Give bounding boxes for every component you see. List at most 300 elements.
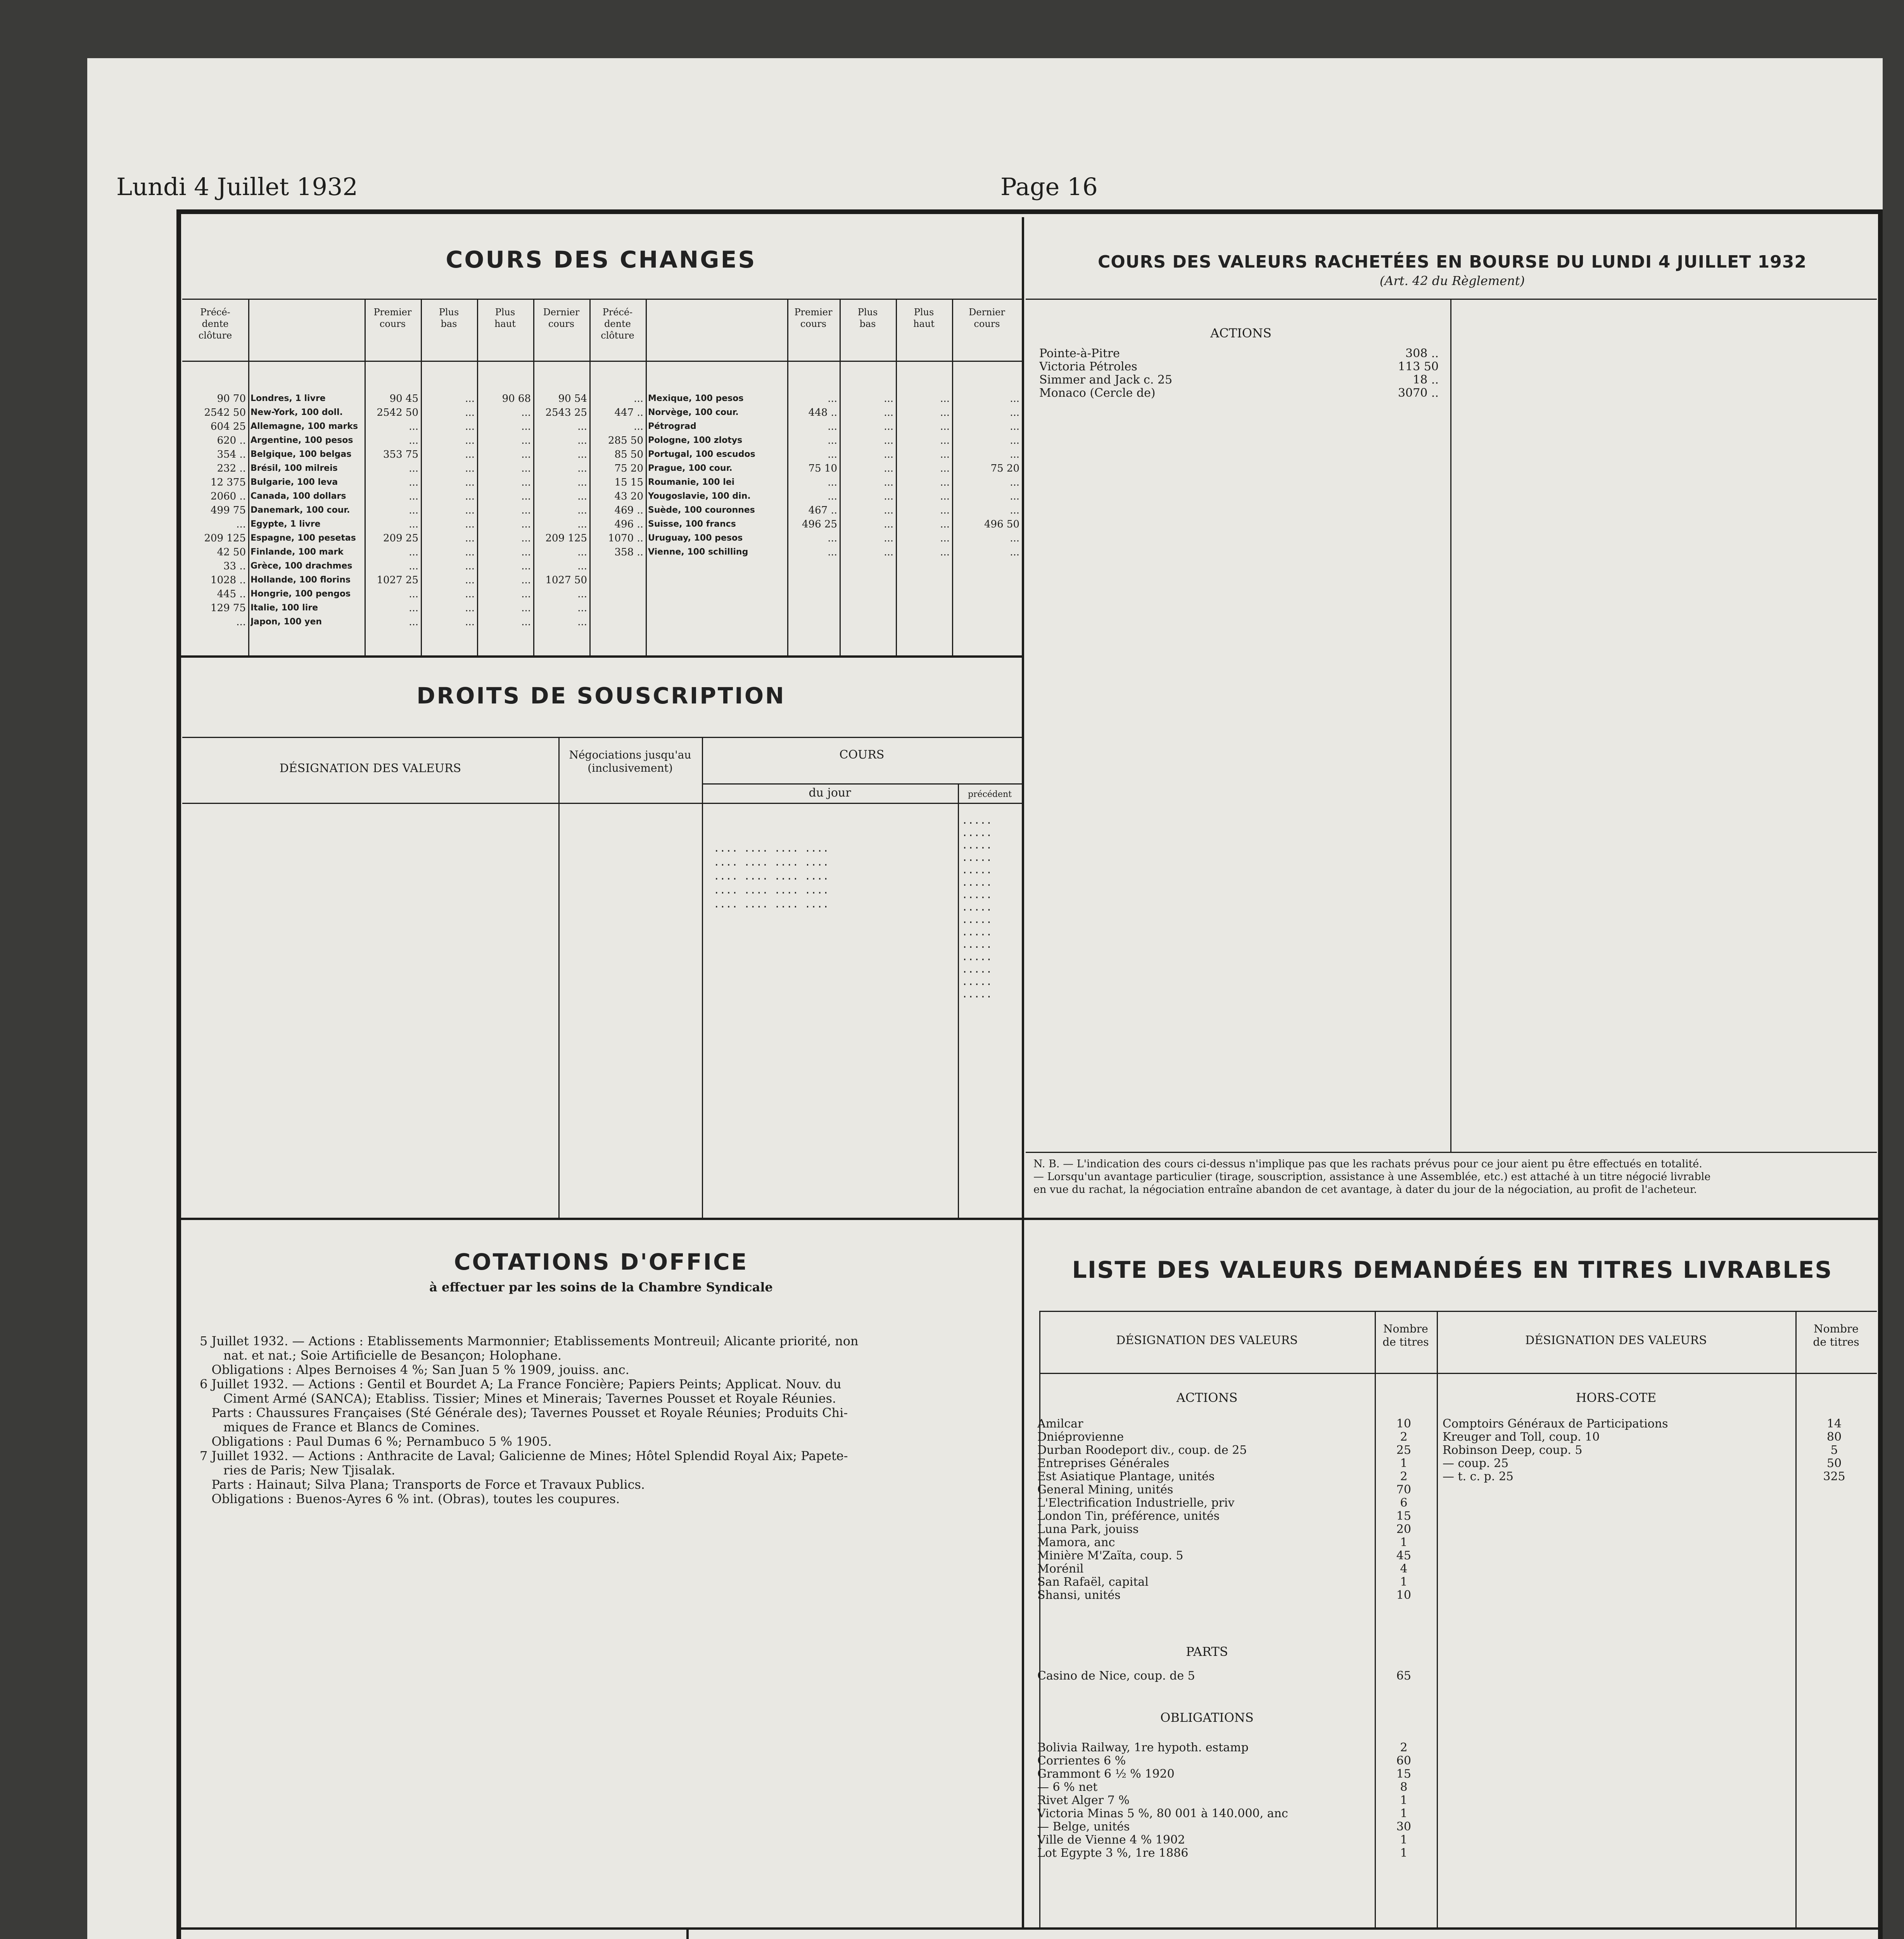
changes-first-price: 90 45: [389, 393, 418, 404]
changes-high-price: ...: [940, 505, 950, 516]
changes-last-price: ...: [577, 588, 587, 600]
cotations-text: 5 Juillet 1932. — Actions : Etablissements Marmonnier; Etablissements Montreuil; Alicante priorité, non nat. et nat.; Soie Artificielle de Besançon; Holophane. Obligations : Alpes Bernoises 4 %; San Juan 5 % 1909, jouiss. anc. 6 Juillet 1932. — Actions : Gentil et Bourdet A; La France Foncière; Papiers Peints; Applicat. Nouv. du Ciment Armé (SANCA); Etabliss. Tissier; Mines et Minerais; Tavernes Pousset et Royale Réunies. Parts : Chaussures Françaises (Sté Générale des); Tavernes Pousset et Royale Réunies; Produits Chi- miques de France et Blancs de Comines. Obligations : Paul Dumas 6 %; Pernambuco 5 % 1905. 7 Juillet 1932. — Actions : Anthracite de Laval; Galicienne de Mines; Hôtel Splendid Royal Aix; Papete- ries de Paris; New Tjisalak. Parts : Hainaut; Silva Plana; Transports de Force et Travaux Publics. Obligations : Buenos-Ayres 6 % int. (Obras), toutes les coupures.: [200, 1334, 859, 1506]
changes-column-rule: [896, 299, 897, 655]
changes-last-price: ...: [1010, 532, 1019, 544]
livrables-oblig-row-n: 2: [1400, 1741, 1408, 1754]
column-divider-bottom: [686, 1927, 689, 1939]
changes-last-price: ...: [577, 435, 587, 446]
livrables-action-row: [1037, 1470, 1433, 1483]
souscription-col-nego: Négociations jusqu'au (inclusivement): [569, 748, 691, 774]
livrables-action-row-n: 1: [1400, 1457, 1408, 1470]
rule-middle-section-bottom: [181, 1927, 1878, 1930]
livrables-actions-list: [1037, 1417, 1433, 1602]
livrables-action-row-n: 4: [1400, 1562, 1408, 1576]
livrables-oblig-row: [1037, 1807, 1433, 1820]
livrables-horscote-row: [1443, 1431, 1875, 1444]
livrables-horscote-row: [1443, 1457, 1875, 1470]
changes-prev-close: ...: [634, 393, 643, 404]
livrables-action-row: [1037, 1576, 1433, 1589]
changes-prev-close: 1028 ..: [211, 574, 246, 586]
changes-header-left: Précé- dente clôture: [198, 307, 232, 341]
livrables-col-designation-right: DÉSIGNATION DES VALEURS: [1525, 1334, 1707, 1347]
rachetees-item: [1039, 360, 1446, 373]
changes-prev-close: 232 ..: [217, 463, 246, 474]
changes-column-rule: [477, 299, 478, 655]
rachetees-item: [1039, 387, 1446, 400]
changes-column-rule: [646, 299, 647, 655]
livrables-action-row-name: Luna Park, jouiss: [1037, 1523, 1139, 1536]
changes-last-price: ...: [1010, 491, 1019, 502]
changes-currency-name: Pologne, 100 zlotys: [648, 435, 743, 445]
changes-column-rule: [248, 299, 249, 655]
changes-prev-close: 2542 50: [204, 407, 246, 418]
changes-currency-name: Yougoslavie, 100 din.: [648, 491, 751, 501]
changes-first-price: ...: [828, 393, 837, 404]
changes-low-price: ...: [884, 477, 893, 488]
livrables-oblig-row-n: 15: [1396, 1768, 1412, 1781]
changes-low-price: ...: [465, 574, 475, 586]
livrables-oblig-list: [1037, 1741, 1433, 1860]
souscription-col-cours: COURS: [839, 748, 885, 762]
changes-header-right: Précé- dente clôture: [601, 307, 634, 341]
livrables-col-nombre-right: Nombre de titres: [1813, 1322, 1859, 1348]
changes-low-price: ...: [884, 463, 893, 474]
changes-first-price: ...: [409, 546, 418, 558]
changes-low-price: ...: [884, 491, 893, 502]
livrables-action-row-name: London Tin, préférence, unités: [1037, 1510, 1220, 1523]
changes-high-price: ...: [940, 407, 950, 418]
changes-last-price: 209 125: [545, 532, 587, 544]
livrables-oblig-row: [1037, 1781, 1433, 1794]
changes-low-price: ...: [465, 532, 475, 544]
changes-first-price: 1027 25: [377, 574, 418, 586]
livrables-action-row-name: Est Asiatique Plantage, unités: [1037, 1470, 1215, 1483]
changes-currency-name: Brésil, 100 milreis: [251, 463, 338, 473]
changes-prev-close: 447 ..: [614, 407, 643, 418]
rule-changes-bottom: [181, 655, 1023, 658]
changes-low-price: ...: [465, 421, 475, 432]
changes-first-price: ...: [409, 435, 418, 446]
changes-currency-name: Uruguay, 100 pesos: [648, 533, 743, 543]
changes-currency-name: Japon, 100 yen: [251, 617, 322, 627]
changes-header-left: Premier cours: [373, 307, 412, 329]
livrables-action-row-n: 1: [1400, 1536, 1408, 1549]
changes-prev-close: 285 50: [608, 435, 643, 446]
livrables-oblig-row-n: 30: [1396, 1820, 1412, 1834]
changes-currency-name: Argentine, 100 pesos: [251, 435, 353, 445]
changes-low-price: ...: [465, 560, 475, 572]
changes-prev-close: ...: [236, 518, 246, 530]
livrables-oblig-row-name: Lot Egypte 3 %, 1re 1886: [1037, 1847, 1189, 1860]
changes-column-rule: [421, 299, 422, 655]
livrables-oblig-row: [1037, 1768, 1433, 1781]
changes-header-right: Premier cours: [794, 307, 833, 329]
changes-currency-name: Hongrie, 100 pengos: [251, 589, 351, 599]
livrables-actions-title: ACTIONS: [1176, 1390, 1238, 1405]
changes-high-price: ...: [521, 491, 531, 502]
changes-last-price: ...: [577, 491, 587, 502]
changes-last-price: ...: [1010, 393, 1019, 404]
changes-last-price: ...: [577, 616, 587, 628]
changes-first-price: ...: [409, 477, 418, 488]
livrables-action-row-n: 25: [1396, 1444, 1412, 1457]
rachetees-list: [1039, 347, 1446, 400]
rule-top-section-bottom: [181, 1218, 1878, 1220]
changes-high-price: ...: [521, 532, 531, 544]
livrables-action-row-n: 2: [1400, 1470, 1408, 1483]
livrables-horscote-row: [1443, 1417, 1875, 1431]
changes-high-price: ...: [940, 491, 950, 502]
livrables-col-nombre-left: Nombre de titres: [1382, 1322, 1429, 1348]
rachetees-item: [1039, 347, 1446, 360]
changes-low-price: ...: [465, 505, 475, 516]
livrables-oblig-row: [1037, 1847, 1433, 1860]
changes-prev-close: 33 ..: [223, 560, 246, 572]
changes-low-price: ...: [465, 518, 475, 530]
livrables-action-row-n: 15: [1396, 1510, 1412, 1523]
changes-currency-name: Suède, 100 couronnes: [648, 505, 755, 515]
changes-prev-close: 499 75: [211, 505, 246, 516]
livrables-horscote-row-name: — t. c. p. 25: [1443, 1470, 1514, 1483]
changes-high-price: ...: [940, 518, 950, 530]
changes-last-price: 90 54: [558, 393, 587, 404]
changes-currency-name: Allemagne, 100 marks: [251, 422, 358, 431]
changes-first-price: ...: [409, 421, 418, 432]
changes-first-price: ...: [828, 477, 837, 488]
livrables-action-row-n: 2: [1400, 1431, 1408, 1444]
livrables-oblig-title: OBLIGATIONS: [1160, 1710, 1254, 1725]
cotations-subtitle: à effectuer par les soins de la Chambre Syndicale: [429, 1280, 773, 1294]
changes-last-price: ...: [1010, 477, 1019, 488]
changes-high-price: ...: [940, 393, 950, 404]
changes-high-price: ...: [940, 463, 950, 474]
changes-currency-name: Belgique, 100 belgas: [251, 449, 352, 459]
livrables-title: LISTE DES VALEURS DEMANDÉES EN TITRES LIVRABLES: [1072, 1256, 1833, 1284]
changes-column-rule: [787, 299, 788, 655]
changes-column-rule: [840, 299, 841, 655]
changes-first-price: ...: [828, 491, 837, 502]
changes-currency-name: Bulgarie, 100 leva: [251, 477, 338, 487]
livrables-oblig-row: [1037, 1794, 1433, 1807]
changes-prev-close: 90 70: [217, 393, 246, 404]
changes-prev-close: 496 ..: [614, 518, 643, 530]
changes-low-price: ...: [465, 463, 475, 474]
livrables-horscote-row-n: 80: [1826, 1431, 1842, 1444]
livrables-part-row: [1037, 1669, 1433, 1683]
changes-first-price: ...: [409, 560, 418, 572]
changes-header-left: Plus bas: [439, 307, 459, 329]
livrables-oblig-row-name: — Belge, unités: [1037, 1820, 1130, 1834]
changes-currency-name: Prague, 100 cour.: [648, 463, 733, 473]
changes-high-price: ...: [521, 546, 531, 558]
livrables-horscote-row: [1443, 1470, 1875, 1483]
changes-low-price: ...: [465, 435, 475, 446]
livrables-oblig-row-name: — 6 % net: [1037, 1781, 1098, 1794]
livrables-oblig-row-name: Victoria Minas 5 %, 80 001 à 140.000, anc: [1037, 1807, 1288, 1820]
livrables-action-row: [1037, 1510, 1433, 1523]
livrables-horscote-row-name: Comptoirs Généraux de Participations: [1443, 1417, 1668, 1431]
changes-high-price: ...: [940, 435, 950, 446]
livrables-horscote-row-n: 50: [1826, 1457, 1842, 1470]
livrables-oblig-row: [1037, 1754, 1433, 1768]
changes-high-price: ...: [521, 588, 531, 600]
livrables-oblig-row-n: 1: [1400, 1834, 1408, 1847]
changes-prev-close: 1070 ..: [608, 532, 643, 544]
changes-first-price: 467 ..: [808, 505, 837, 516]
changes-prev-close: 75 20: [614, 463, 643, 474]
rachetees-item-name: Monaco (Cercle de): [1039, 387, 1156, 400]
livrables-action-row: [1037, 1549, 1433, 1562]
livrables-oblig-row-name: Grammont 6 ½ % 1920: [1037, 1768, 1175, 1781]
rachetees-note: N. B. — L'indication des cours ci-dessus n'implique pas que les rachats prévus pour ce jour aient pu être effectués en totalité. — Lorsqu'un avantage particulier (tirage, souscription, assistance à une Assemblée, etc.) est attaché à un titre négocié livrable en vue du rachat, la négociation entraîne abandon de cet avantage, à dater du jour de la négociation, au profit de l'acheteur.: [1033, 1158, 1711, 1196]
changes-high-price: ...: [521, 477, 531, 488]
changes-prev-close: 43 20: [614, 491, 643, 502]
livrables-action-row: [1037, 1536, 1433, 1549]
page-date: Lundi 4 Juillet 1932: [116, 173, 358, 201]
changes-low-price: ...: [884, 532, 893, 544]
changes-first-price: 75 10: [808, 463, 837, 474]
changes-last-price: ...: [1010, 407, 1019, 418]
changes-currency-name: Canada, 100 dollars: [251, 491, 346, 501]
changes-currency-name: Danemark, 100 cour.: [251, 505, 350, 515]
changes-prev-close: 469 ..: [614, 505, 643, 516]
livrables-action-row-n: 45: [1396, 1549, 1412, 1562]
changes-column-rule: [365, 299, 366, 655]
livrables-horscote-row-n: 5: [1830, 1444, 1838, 1457]
livrables-action-row-name: Entreprises Générales: [1037, 1457, 1170, 1470]
changes-prev-close: 604 25: [211, 421, 246, 432]
changes-last-price: ...: [1010, 546, 1019, 558]
livrables-parts-list: [1037, 1669, 1433, 1683]
changes-currency-name: Hollande, 100 florins: [251, 575, 351, 585]
changes-currency-name: Finlande, 100 mark: [251, 547, 344, 557]
souscription-prec-dots: ..... ..... ..... ..... ..... ..... ..... ..... ..... ..... ..... ..... ..... ..... .....: [962, 815, 992, 1000]
changes-first-price: 496 25: [802, 518, 837, 530]
changes-high-price: ...: [521, 449, 531, 460]
livrables-action-row-n: 1: [1400, 1576, 1408, 1589]
livrables-action-row: [1037, 1497, 1433, 1510]
changes-first-price: ...: [409, 602, 418, 614]
changes-currency-name: Vienne, 100 schilling: [648, 547, 748, 557]
livrables-part-row-name: Casino de Nice, coup. de 5: [1037, 1669, 1195, 1683]
changes-low-price: ...: [884, 435, 893, 446]
changes-high-price: ...: [521, 421, 531, 432]
livrables-action-row-name: Amilcar: [1037, 1417, 1083, 1431]
changes-low-price: ...: [884, 518, 893, 530]
souscription-col-designation: DÉSIGNATION DES VALEURS: [279, 762, 461, 775]
livrables-action-row-name: Durban Roodeport div., coup. de 25: [1037, 1444, 1247, 1457]
livrables-action-row: [1037, 1483, 1433, 1497]
changes-last-price: ...: [577, 421, 587, 432]
changes-last-price: ...: [577, 463, 587, 474]
livrables-action-row: [1037, 1417, 1433, 1431]
changes-title: COURS DES CHANGES: [446, 246, 757, 273]
souscription-col-prec: précédent: [968, 790, 1012, 799]
livrables-action-row-n: 6: [1400, 1497, 1408, 1510]
changes-currency-name: Grèce, 100 drachmes: [251, 561, 352, 571]
souscription-col-jour: du jour: [809, 786, 851, 800]
livrables-horscote-row: [1443, 1444, 1875, 1457]
souscription-title: DROITS DE SOUSCRIPTION: [416, 683, 786, 709]
changes-high-price: ...: [940, 546, 950, 558]
cotations-title: COTATIONS D'OFFICE: [454, 1249, 748, 1275]
livrables-action-row: [1037, 1589, 1433, 1602]
changes-prev-close: 620 ..: [217, 435, 246, 446]
changes-first-price: ...: [409, 463, 418, 474]
changes-high-price: ...: [521, 574, 531, 586]
changes-high-price: ...: [521, 435, 531, 446]
livrables-part-row-n: 65: [1396, 1669, 1412, 1683]
changes-prev-close: 12 375: [211, 477, 246, 488]
livrables-oblig-row-n: 1: [1400, 1807, 1408, 1820]
changes-last-price: ...: [577, 477, 587, 488]
livrables-parts-title: PARTS: [1186, 1644, 1228, 1659]
changes-last-price: 2543 25: [545, 407, 587, 418]
livrables-oblig-row-name: Ville de Vienne 4 % 1902: [1037, 1834, 1185, 1847]
livrables-horscote-row-n: 14: [1826, 1417, 1842, 1431]
changes-high-price: ...: [521, 505, 531, 516]
changes-high-price: ...: [521, 463, 531, 474]
changes-first-price: ...: [409, 518, 418, 530]
changes-currency-name: New-York, 100 doll.: [251, 408, 343, 417]
changes-high-price: ...: [940, 477, 950, 488]
changes-low-price: ...: [884, 421, 893, 432]
changes-currency-name: Londres, 1 livre: [251, 394, 326, 403]
livrables-action-row: [1037, 1457, 1433, 1470]
changes-prev-close: 209 125: [204, 532, 246, 544]
changes-low-price: ...: [465, 546, 475, 558]
changes-high-price: ...: [521, 518, 531, 530]
livrables-action-row-name: L'Electrification Industrielle, priv: [1037, 1497, 1235, 1510]
changes-low-price: ...: [465, 491, 475, 502]
changes-high-price: ...: [940, 532, 950, 544]
changes-low-price: ...: [465, 588, 475, 600]
livrables-action-row-name: Morénil: [1037, 1562, 1084, 1576]
changes-low-price: ...: [884, 407, 893, 418]
changes-header-left: Plus haut: [494, 307, 516, 329]
livrables-oblig-row-n: 60: [1396, 1754, 1412, 1768]
column-divider-top: [1022, 217, 1024, 1927]
livrables-action-row: [1037, 1444, 1433, 1457]
changes-high-price: ...: [521, 407, 531, 418]
changes-prev-close: 85 50: [614, 449, 643, 460]
changes-low-price: ...: [884, 505, 893, 516]
changes-first-price: ...: [828, 532, 837, 544]
changes-currency-name: Suisse, 100 francs: [648, 519, 736, 529]
changes-prev-close: 2060 ..: [211, 491, 246, 502]
rachetees-subtitle: (Art. 42 du Règlement): [1379, 273, 1525, 288]
changes-last-price: ...: [1010, 421, 1019, 432]
livrables-oblig-row: [1037, 1820, 1433, 1834]
changes-low-price: ...: [884, 449, 893, 460]
livrables-action-row-n: 10: [1396, 1589, 1412, 1602]
changes-last-price: ...: [1010, 505, 1019, 516]
changes-last-price: ...: [577, 546, 587, 558]
changes-first-price: 353 75: [383, 449, 418, 460]
livrables-horscote-list: [1443, 1417, 1875, 1483]
changes-first-price: ...: [828, 421, 837, 432]
livrables-action-row: [1037, 1431, 1433, 1444]
changes-first-price: ...: [828, 546, 837, 558]
rachetees-item-value: 3070 ..: [1398, 387, 1439, 400]
changes-prev-close: 358 ..: [614, 546, 643, 558]
changes-last-price: ...: [577, 518, 587, 530]
changes-currency-name: Italie, 100 lire: [251, 603, 318, 613]
rachetees-item-value: 113 50: [1398, 360, 1439, 373]
changes-first-price: ...: [409, 491, 418, 502]
livrables-action-row: [1037, 1562, 1433, 1576]
changes-last-price: ...: [1010, 449, 1019, 460]
livrables-action-row-name: General Mining, unités: [1037, 1483, 1173, 1497]
livrables-action-row-n: 70: [1396, 1483, 1412, 1497]
changes-first-price: ...: [828, 449, 837, 460]
livrables-col-designation-left: DÉSIGNATION DES VALEURS: [1116, 1334, 1298, 1347]
souscription-dots: .... .... .... .... .... .... .... .... .... .... .... .... .... .... .... .... .... .... .... ....: [714, 843, 829, 910]
changes-last-price: ...: [577, 505, 587, 516]
changes-first-price: 209 25: [383, 532, 418, 544]
changes-low-price: ...: [884, 393, 893, 404]
livrables-action-row-n: 10: [1396, 1417, 1412, 1431]
changes-last-price: ...: [577, 449, 587, 460]
changes-last-price: 1027 50: [545, 574, 587, 586]
rachetees-title: COURS DES VALEURS RACHETÉES EN BOURSE DU LUNDI 4 JUILLET 1932: [1098, 252, 1807, 272]
changes-column-rule: [533, 299, 534, 655]
changes-low-price: ...: [465, 602, 475, 614]
changes-last-price: 75 20: [990, 463, 1019, 474]
changes-currency-name: Pétrograd: [648, 422, 696, 431]
changes-header-left: Dernier cours: [543, 307, 580, 329]
livrables-action-row-name: Shansi, unités: [1037, 1589, 1121, 1602]
rachetees-item: [1039, 373, 1446, 387]
rachetees-item-value: 18 ..: [1413, 373, 1439, 387]
changes-currency-name: Norvège, 100 cour.: [648, 408, 739, 417]
livrables-oblig-row: [1037, 1834, 1433, 1847]
changes-currency-name: Mexique, 100 pesos: [648, 394, 744, 403]
changes-header-right: Plus haut: [913, 307, 935, 329]
changes-header-right: Dernier cours: [969, 307, 1005, 329]
changes-last-price: 496 50: [984, 518, 1019, 530]
page-number: Page 16: [1000, 173, 1098, 201]
livrables-oblig-row-name: Rivet Alger 7 %: [1037, 1794, 1130, 1807]
rachetees-section: ACTIONS: [1210, 326, 1272, 340]
rachetees-item-value: 308 ..: [1405, 347, 1439, 360]
changes-prev-close: ...: [634, 421, 643, 432]
changes-low-price: ...: [465, 449, 475, 460]
changes-last-price: ...: [577, 560, 587, 572]
livrables-action-row-name: Minière M'Zaïta, coup. 5: [1037, 1549, 1184, 1562]
changes-prev-close: ...: [236, 616, 246, 628]
changes-first-price: ...: [409, 588, 418, 600]
changes-column-rule: [952, 299, 953, 655]
livrables-horscote-row-n: 325: [1823, 1470, 1845, 1483]
livrables-oblig-row-n: 1: [1400, 1847, 1408, 1860]
changes-first-price: ...: [409, 616, 418, 628]
changes-first-price: 2542 50: [377, 407, 418, 418]
changes-prev-close: 42 50: [217, 546, 246, 558]
changes-prev-close: 445 ..: [217, 588, 246, 600]
livrables-action-row-name: Mamora, anc: [1037, 1536, 1115, 1549]
livrables-horscote-title: HORS-COTE: [1576, 1390, 1657, 1405]
changes-high-price: ...: [940, 421, 950, 432]
changes-high-price: ...: [521, 602, 531, 614]
changes-currency-name: Egypte, 1 livre: [251, 519, 321, 529]
livrables-action-row: [1037, 1523, 1433, 1536]
livrables-oblig-row: [1037, 1741, 1433, 1754]
changes-first-price: 448 ..: [808, 407, 837, 418]
livrables-oblig-row-name: Bolivia Railway, 1re hypoth. estamp: [1037, 1741, 1249, 1754]
rachetees-item-name: Pointe-à-Pitre: [1039, 347, 1120, 360]
changes-prev-close: 354 ..: [217, 449, 246, 460]
